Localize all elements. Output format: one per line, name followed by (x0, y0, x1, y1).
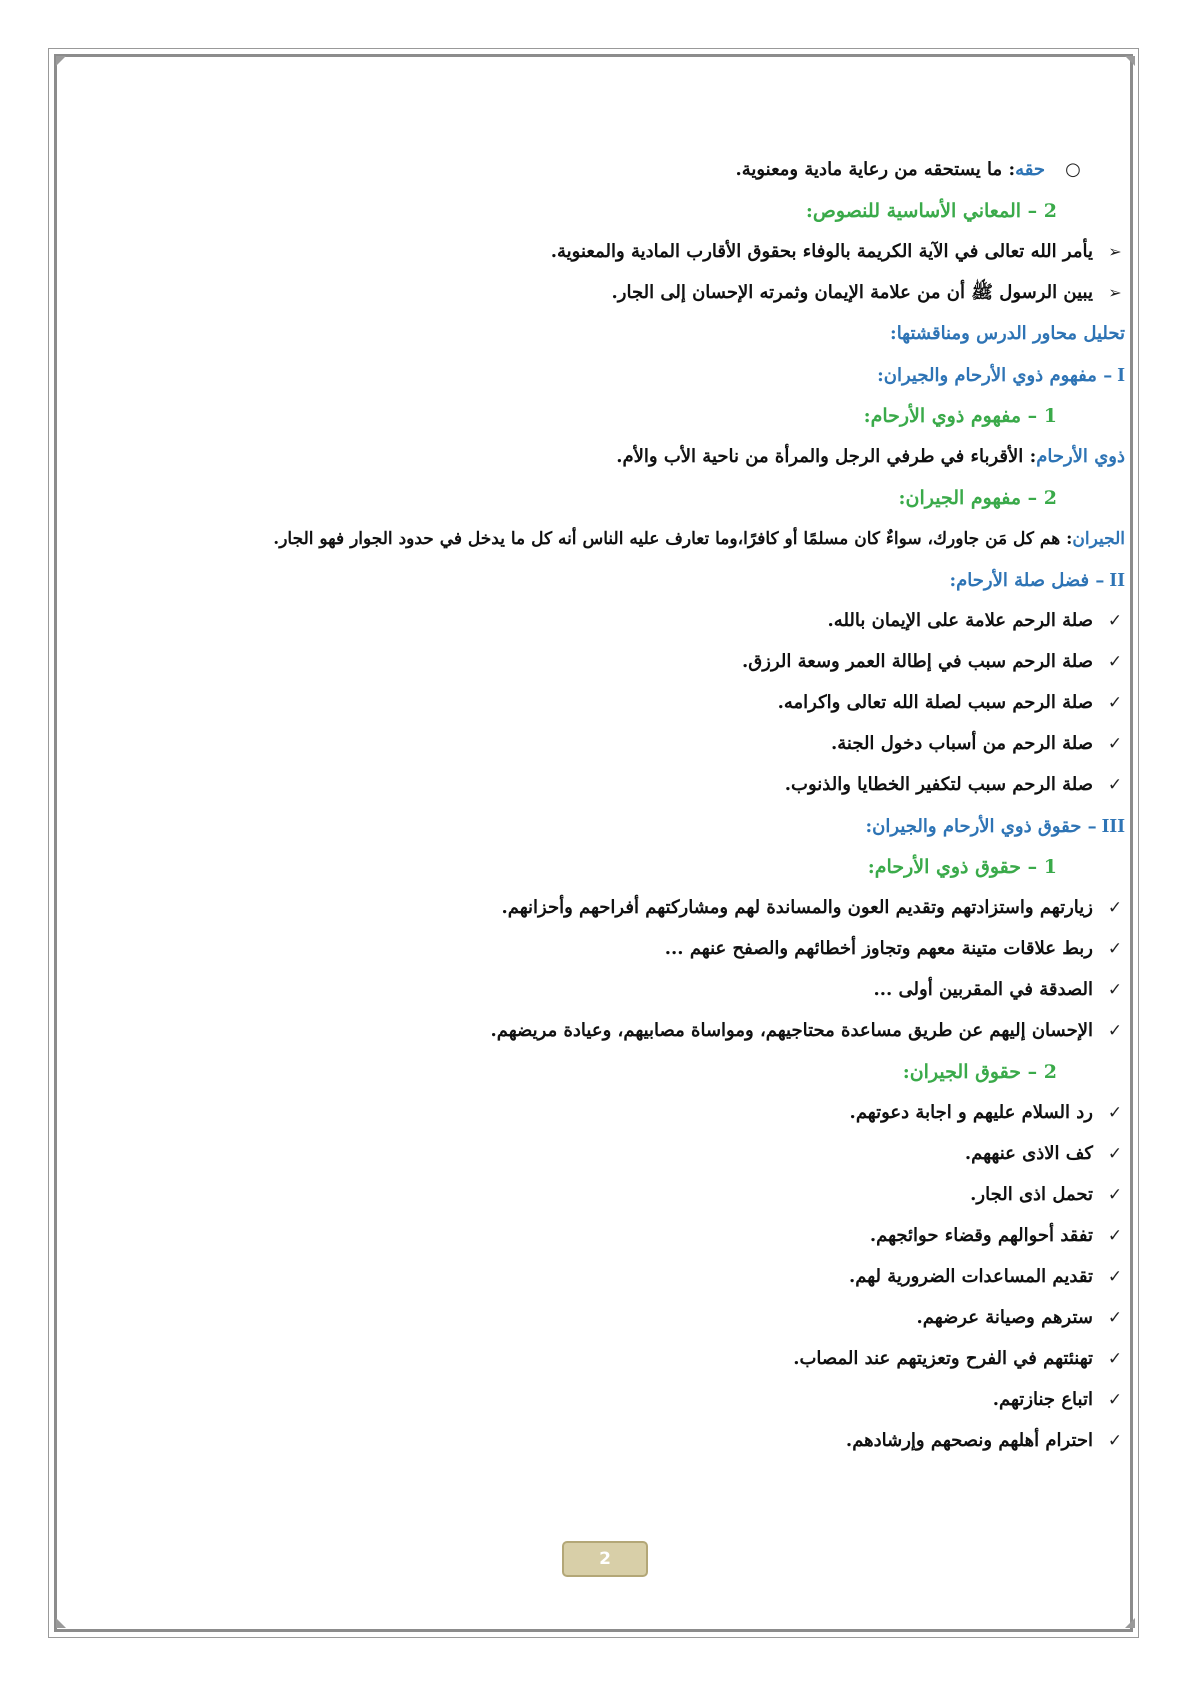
subheading-number: 1 – (1021, 856, 1057, 878)
bullet-text: يأمر الله تعالى في الآية الكريمة بالوفاء بحقوق الأقارب المادية والمعنوية. (550, 241, 1093, 262)
bullet-text: صلة الرحم سبب لصلة الله تعالى واكرامه. (777, 692, 1093, 713)
term-label: ذوي الأرحام (1036, 446, 1125, 467)
bullet-text: تحمل اذى الجار. (970, 1184, 1093, 1205)
check-bullet-line (115, 1429, 1125, 1453)
term-definition: : الأقرباء في طرفي الرجل والمرأة من ناحية الأب والأم. (616, 446, 1037, 467)
document-body (115, 158, 1125, 1470)
check-bullet-line (115, 1183, 1125, 1207)
subheading-number: 1 – (1021, 405, 1057, 427)
heading (115, 363, 1125, 387)
bullet-text: احترام أهلهم ونصحهم وإرشادهم. (845, 1430, 1093, 1451)
check-bullet-line (115, 732, 1125, 756)
heading (115, 568, 1125, 592)
checkmark-icon: ✓ (1107, 1185, 1123, 1205)
checkmark-icon: ✓ (1107, 898, 1123, 918)
subheading-number: 2 – (1021, 200, 1057, 222)
subheading-text: المعاني الأساسية للنصوص: (805, 200, 1022, 222)
check-bullet-line (115, 1265, 1125, 1289)
definition-line (115, 445, 1125, 469)
bullet-text: زيارتهم واستزادتهم وتقديم العون والمساندة لهم ومشاركتهم أفراحهم وأحزانهم. (501, 897, 1093, 918)
subheading (115, 404, 1125, 428)
circle-bullet-icon: ○ (1065, 159, 1081, 180)
definition-line (115, 527, 1125, 551)
bullet-text: صلة الرحم علامة على الإيمان بالله. (827, 610, 1093, 631)
bullet-text: الإحسان إليهم عن طريق مساعدة محتاجيهم، ومواساة مصابيهم، وعيادة مريضهم. (490, 1020, 1093, 1041)
check-bullet-line (115, 1347, 1125, 1371)
subheading (115, 855, 1125, 879)
bullet-text: صلة الرحم سبب في إطالة العمر وسعة الرزق. (742, 651, 1093, 672)
checkmark-icon: ✓ (1107, 693, 1123, 713)
checkmark-icon: ✓ (1107, 1021, 1123, 1041)
heading-text: – حقوق ذوي الأرحام والجيران: (865, 816, 1097, 837)
checkmark-icon: ✓ (1107, 1390, 1123, 1410)
check-bullet-line (115, 1019, 1125, 1043)
bullet-text: اتباع جنازتهم. (992, 1389, 1093, 1410)
heading-number: II (1104, 569, 1125, 591)
check-bullet-line (115, 1306, 1125, 1330)
bullet-text: تفقد أحوالهم وقضاء حوائجهم. (869, 1225, 1093, 1246)
arrow-bullet-line (115, 240, 1125, 264)
heading-number: III (1096, 815, 1125, 837)
bullet-text: يبين الرسول ﷺ أن من علامة الإيمان وثمرته الإحسان إلى الجار. (611, 282, 1093, 303)
checkmark-icon: ✓ (1107, 1431, 1123, 1451)
term-label: حقه (1015, 159, 1045, 180)
arrow-bullet-line (115, 281, 1125, 305)
checkmark-icon: ✓ (1107, 939, 1123, 959)
heading (115, 814, 1125, 838)
term-definition: : هم كل مَن جاورك، سواءٌ كان مسلمًا أو كافرًا،وما تعارف عليه الناس أنه كل ما يدخل في حدود الجوار فهو الجار. (273, 529, 1073, 549)
heading-text: – مفهوم ذوي الأرحام والجيران: (877, 365, 1113, 386)
check-bullet-line (115, 1388, 1125, 1412)
bullet-line (115, 158, 1125, 182)
subheading-text: حقوق ذوي الأرحام: (867, 856, 1022, 878)
checkmark-icon: ✓ (1107, 1226, 1123, 1246)
page-number-badge: 2 (562, 1541, 648, 1577)
subheading-text: حقوق الجيران: (902, 1061, 1022, 1083)
heading-number: I (1112, 364, 1125, 386)
bullet-text: تهنئتهم في الفرح وتعزيتهم عند المصاب. (793, 1348, 1093, 1369)
checkmark-icon: ✓ (1107, 611, 1123, 631)
bullet-text: صلة الرحم سبب لتكفير الخطايا والذنوب. (784, 774, 1093, 795)
check-bullet-line (115, 937, 1125, 961)
check-bullet-line (115, 650, 1125, 674)
bullet-text: صلة الرحم من أسباب دخول الجنة. (830, 733, 1093, 754)
frame-corner-ornament (56, 56, 66, 66)
checkmark-icon: ✓ (1107, 775, 1123, 795)
heading-text: – فضل صلة الأرحام: (949, 570, 1105, 591)
term-definition: : ما يستحقه من رعاية مادية ومعنوية. (735, 159, 1016, 180)
bullet-text: ربط علاقات متينة معهم وتجاوز أخطائهم والصفح عنهم ... (664, 938, 1093, 959)
checkmark-icon: ✓ (1107, 1267, 1123, 1287)
frame-corner-ornament (56, 1618, 66, 1628)
arrow-bullet-icon: ➢ (1108, 242, 1122, 261)
checkmark-icon: ✓ (1107, 652, 1123, 672)
frame-corner-ornament (1125, 56, 1135, 66)
check-bullet-line (115, 978, 1125, 1002)
checkmark-icon: ✓ (1107, 980, 1123, 1000)
checkmark-icon: ✓ (1107, 1144, 1123, 1164)
subheading (115, 1060, 1125, 1084)
check-bullet-line (115, 1142, 1125, 1166)
subheading-text: مفهوم ذوي الأرحام: (863, 405, 1022, 427)
subheading-text: مفهوم الجيران: (898, 487, 1022, 509)
check-bullet-line (115, 896, 1125, 920)
check-bullet-line (115, 773, 1125, 797)
check-bullet-line (115, 1101, 1125, 1125)
bullet-text: الصدقة في المقربين أولى ... (873, 979, 1093, 1000)
section-title-text: تحليل محاور الدرس ومناقشتها: (890, 323, 1125, 344)
term-label: الجيران (1072, 529, 1125, 549)
frame-corner-ornament (1125, 1618, 1135, 1628)
bullet-text: سترهم وصيانة عرضهم. (916, 1307, 1093, 1328)
checkmark-icon: ✓ (1107, 1103, 1123, 1123)
bullet-text: كف الاذى عنههم. (964, 1143, 1093, 1164)
checkmark-icon: ✓ (1107, 1308, 1123, 1328)
subheading-number: 2 – (1021, 1061, 1057, 1083)
check-bullet-line (115, 609, 1125, 633)
checkmark-icon: ✓ (1107, 734, 1123, 754)
arrow-bullet-icon: ➢ (1108, 283, 1122, 302)
subheading (115, 199, 1125, 223)
bullet-text: رد السلام عليهم و اجابة دعوتهم. (849, 1102, 1093, 1123)
subheading-number: 2 – (1021, 487, 1057, 509)
bullet-text: تقديم المساعدات الضرورية لهم. (848, 1266, 1093, 1287)
check-bullet-line (115, 691, 1125, 715)
checkmark-icon: ✓ (1107, 1349, 1123, 1369)
check-bullet-line (115, 1224, 1125, 1248)
section-title (115, 322, 1125, 346)
subheading (115, 486, 1125, 510)
